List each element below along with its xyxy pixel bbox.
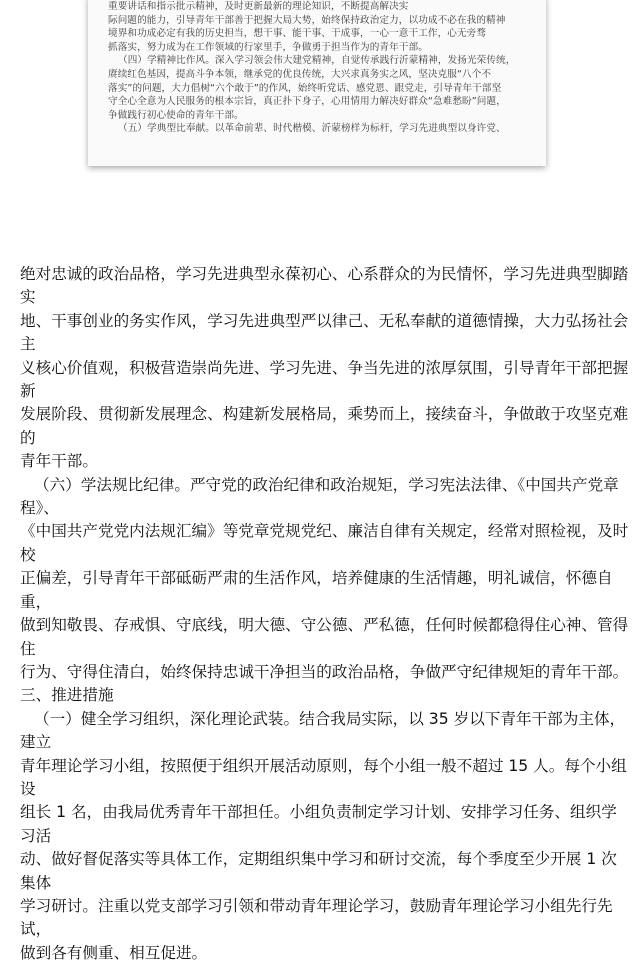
body-line: 青年理论学习小组，按照便于组织开展活动原则，每个小组一般不超过 15 人。每个小组设 bbox=[20, 756, 627, 798]
document-body bbox=[20, 263, 632, 965]
body-line: 动、做好督促落实等具体工作，定期组织集中学习和研讨交流，每个季度至少开展 1 次集体 bbox=[20, 850, 617, 892]
body-line: 行为、守得住清白，始终保持忠诚干净担当的政治品格，争做严守纪律规矩的青年干部。 bbox=[20, 662, 629, 681]
photo-line: （五）学典型比奉献。以革命前辈、时代楷模、沂蒙榜样为标杆，学习先进典型以身许党、 bbox=[118, 123, 506, 135]
photo-line: 落实”的问题，大力倡树“六个敢于”的作风，始终听党话、感党恩、跟党走，引导青年干部坚 bbox=[108, 82, 502, 94]
body-line: 发展阶段、贯彻新发展理念、构建新发展格局，乘势而上，接续奋斗，争做敢于攻坚克难的 bbox=[20, 405, 629, 447]
section-line: （六）学法规比纪律。严守党的政治纪律和政治规矩，学习宪法法律、《中国共产党章程》、 bbox=[20, 475, 619, 518]
body-line: 绝对忠诚的政治品格，学习先进典型永葆初心、心系群众的为民情怀，学习先进典型脚踏实 bbox=[20, 265, 629, 307]
body-line: 组长 1 名，由我局优秀青年干部担任。小组负责制定学习计划、安排学习任务、组织学习活 bbox=[20, 803, 617, 845]
section-heading: 三、推进措施 bbox=[20, 686, 114, 705]
body-line: 正偏差，引导青年干部砥砺严肃的生活作风，培养健康的生活情趣，明礼诚信，怀德自重， bbox=[20, 569, 613, 611]
document-photo bbox=[0, 0, 640, 250]
photo-line: （四）学精神比作风。深入学习领会伟大建党精神，自觉传承践行沂蒙精神，发扬光荣传统， bbox=[118, 55, 516, 67]
body-line: 学习研讨。注重以党支部学习引领和带动青年理论学习，鼓励青年理论学习小组先行先试， bbox=[20, 896, 613, 939]
body-line: 做到各有侧重、相互促进。 bbox=[20, 943, 208, 962]
body-line: 《中国共产党党内法规汇编》等党章党规党纪、廉洁自律有关规定，经常对照检视，及时校 bbox=[20, 522, 629, 564]
photo-line: 境界和功成必定有我的历史担当，想干事、能干事、干成事，一心一意干工作，心无旁骛 bbox=[108, 28, 487, 40]
body-line: 义核心价值观，积极营造崇尚先进、学习先进、争当先进的浓厚氛围，引导青年干部把握新 bbox=[20, 358, 629, 401]
photographed-page bbox=[88, 0, 546, 166]
photo-line: 争做践行初心使命的青年干部。 bbox=[108, 109, 244, 121]
section-line: （一）健全学习组织，深化理论武装。结合我局实际，以 35 岁以下青年干部为主体，建立 bbox=[20, 709, 626, 752]
body-line: 做到知敬畏、存戒惧、守底线，明大德、守公德、严私德，任何时候都稳得住心神、管得住 bbox=[20, 616, 629, 658]
body-line: 青年干部。 bbox=[20, 452, 98, 471]
photo-line: 抓落实，努力成为在工作领域的行家里手，争做勇于担当作为的青年干部。 bbox=[108, 41, 428, 53]
photo-line: 重要讲话和指示批示精神，及时更新最新的理论知识，不断提高解决实 bbox=[108, 1, 409, 12]
photo-line: 赓续红色基因，提高斗争本领，继承党的优良传统，大兴求真务实之风，坚决克服“八个不 bbox=[108, 68, 492, 80]
photo-line: 际问题的能力，引导青年干部善于把握大局大势，始终保持政治定力，以功成不必在我的精神 bbox=[108, 14, 506, 26]
body-line: 地、干事创业的务实作风，学习先进典型严以律己、无私奉献的道德情操，大力弘扬社会主 bbox=[20, 311, 629, 354]
photo-line: 守全心全意为人民服务的根本宗旨，真正扑下身子，心用情用力解决好群众“急难愁盼”问题， bbox=[108, 96, 506, 108]
